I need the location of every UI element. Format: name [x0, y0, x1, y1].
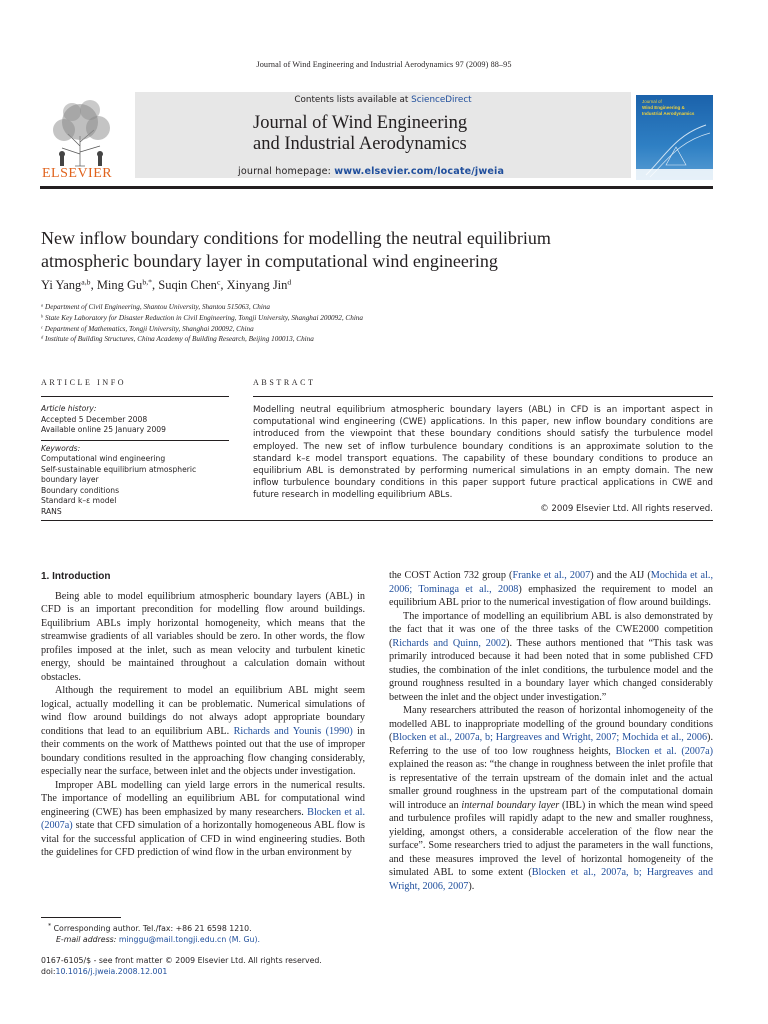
- journal-title: Journal of Wind Engineering and Industrial Aerodynamics: [253, 113, 468, 154]
- keyword: RANS: [41, 506, 62, 516]
- paragraph: Many researchers attributed the reason of horizontal inhomogeneity of the modelled ABL to inappropriate modelling of the ground boundary conditions (Blocken et al., 2007a, b; Hargreaves and Wright, 2007; Mochida et al., 2006). Referring to the use of too low roughness heights, Blocken et al. (2007a) explained the reason as: “the change in roughness between the inlet profile that is representative of the terrain upstream of the domain inlet and the actual smaller ground roughness in the upstream part of the computational domain will introduce an internal boundary layer (IBL) in which the mean wind speed and turbulence profiles will rapidly adapt to the new and smaller roughness, yielding, amongst others, a considerable acceleration of the flow near the surface”. Some researchers tried to adjust the parameters in the wall functions, and these measures improved the level of horizontal homogeneity of the simulated ABL to some extent (Blocken et al., 2007a, b; Hargreaves and Wright, 2006, 2007).: [389, 705, 714, 892]
- paragraph: Improper ABL modelling can yield large errors in the numerical results. The importance of modelling an equilibrium ABL for computational wind engineering (CWE) has been emphasized by many researchers. Blocken et al. (2007a) state that CFD simulation of a horizontally homogeneous ABL flow is vital for the successful application of CFD in wind engineering studies. Both the guidelines for CFD prediction of wind flow in the urban environment by: [41, 779, 365, 858]
- homepage-link[interactable]: www.elsevier.com/locate/jweia: [334, 166, 505, 177]
- affiliation: $^d$ Institute of Building Structures, China Academy of Building Research, Beijing 100013, China: [41, 334, 314, 344]
- paper-title: New inflow boundary conditions for modelling the neutral equilibrium atmospheric boundary layer in computational wind engineering: [41, 228, 551, 271]
- affiliation: $^b$ State Key Laboratory for Disaster Reduction in Civil Engineering, Tongji University, Shanghai 200092, China: [41, 313, 363, 322]
- running-head: Journal of Wind Engineering and Industrial Aerodynamics 97 (2009) 88–95: [256, 60, 512, 69]
- citation-link[interactable]: Blocken et al., 2007a, b; Hargreaves and Wright, 2006, 2007: [389, 867, 713, 892]
- issn-doi: 0167-6105/$ - see front matter © 2009 Elsevier Ltd. All rights reserved. doi:10.1016/j.jweia.2008.12.001: [41, 956, 322, 976]
- abstract-heading: ABSTRACT: [253, 378, 316, 387]
- paragraph: the COST Action 732 group (Franke et al., 2007) and the AIJ (Mochida et al., 2006; Tominaga et al., 2008) emphasized the requirement to model an equilibrium ABL prior to the numerical investigation of flow around buildings.: [389, 570, 714, 608]
- section-heading: 1. Introduction: [41, 571, 111, 582]
- citation-link[interactable]: Blocken et al., 2007a, b; Hargreaves and Wright, 2007; Mochida et al., 2006: [392, 732, 708, 743]
- keyword: Boundary conditions: [41, 485, 120, 495]
- journal-homepage: journal homepage: www.elsevier.com/locate/jweia: [238, 166, 505, 177]
- doi-link[interactable]: 10.1016/j.jweia.2008.12.001: [55, 967, 168, 976]
- sciencedirect-link[interactable]: ScienceDirect: [411, 95, 472, 105]
- elsevier-tree-icon: [40, 96, 122, 168]
- contents-line: Contents lists available at ScienceDirect: [294, 95, 472, 105]
- keyword: Standard k–ε model: [41, 496, 117, 505]
- right-column: [389, 569, 713, 893]
- keyword: Self-sustainable equilibrium atmospheric: [41, 464, 197, 474]
- citation-link[interactable]: Franke et al., 2007: [512, 570, 591, 581]
- keyword: boundary layer: [41, 475, 99, 484]
- affiliation: $^a$ Department of Civil Engineering, Shantou University, Shantou 515063, China: [41, 302, 271, 311]
- left-column: [41, 570, 365, 860]
- email-footnote: E-mail address: minggu@mail.tongji.edu.cn (M. Gu).: [56, 935, 260, 944]
- footnote-rule: [41, 917, 121, 918]
- abstract-body: Modelling neutral equilibrium atmospheric boundary layers (ABL) in CFD is an important aspect in computational wind engineering (CWE) applications. In this paper, new inflow boundary conditions are introduced from the viewpoint that these boundary conditions should satisfy the turbulence model employed. The new set of inflow turbulence boundary conditions is an approximate solution to the standard k–ε model transport equations. The capability of these boundary conditions to produce an equilibrium ABL is demonstrated by performing numerical simulations in an empty domain. The new inflow turbulence boundary conditions in this paper support future practical applications in CWE and future research in modelling equilibrium ABLs. © 2009 Elsevier Ltd. All rights reserved.: [253, 405, 713, 514]
- citation-link[interactable]: Richards and Younis (1990): [233, 725, 353, 737]
- info-rule: [41, 396, 229, 397]
- abstract-bottom-rule: [41, 520, 713, 521]
- author[interactable]: Suqin Chen$^c$: [158, 277, 221, 292]
- affiliations: [41, 302, 363, 345]
- author[interactable]: Ming $Gu^{b,*}$: [96, 277, 152, 292]
- author[interactable]: Yi Yang$^{a,b}$: [41, 277, 91, 292]
- author[interactable]: Xinyang Jin$^d$: [226, 277, 292, 292]
- copyright: © 2009 Elsevier Ltd. All rights reserved.: [540, 503, 713, 514]
- affiliation: $^c$ Department of Mathematics, Tongji University, Shanghai 200092, China: [41, 323, 254, 333]
- article-info: Article history: Accepted 5 December 2008 Available online 25 January 2009 Keywords: Computational wind engineering Self-sustainable equilibrium atmospheric boundary layer Boundary conditions Standard k–ε model RANS: [41, 404, 229, 517]
- article-info-heading: ARTICLE INFO: [41, 378, 127, 387]
- citation-link[interactable]: Mochida et al., 2006; Tominaga et al., 2008: [389, 570, 714, 595]
- footnotes: [48, 923, 378, 945]
- keyword: Computational wind engineering: [41, 454, 166, 463]
- paragraph: Being able to model equilibrium atmospheric boundary layers (ABL) in CFD is an important precondition for modelling flow around buildings. Equilibrium ABLs imply horizontal homogeneity, which means that the streamwise gradients of all variables should be zero. In other words, the flow profiles imposed at the inlet, such as mean velocity and turbulent kinetic energy, should be maintained throughout a calculation domain without obstacles.: [41, 590, 365, 683]
- paragraph: The importance of modelling an equilibrium ABL is also demonstrated by the fact that it was one of the three tasks of the CWE2000 competition (Richards and Quinn, 2002). These authors mentioned that “This task was primarily introduced because it had been noted that in some published CFD studies, the combination of the inlet conditions, the turbulence model and the ground roughness resulted in a boundary layer which changed considerably between the inlet and the object under investigation.”: [389, 610, 713, 703]
- elsevier-wordmark: ELSEVIER: [42, 166, 113, 181]
- paragraph: Although the requirement to model an equilibrium ABL might seem logical, actually modelling it can be problematic. Numerical simulations of wind flow around buildings do not always adopt appropriate boundary conditions that lead to an equilibrium ABL. Richards and Younis (1990) in their comments on the work of Matthews pointed out that the use of improper boundary conditions resulted in the approaching flow changing considerably, especially near the surface, between inlet and the objects under investigation.: [41, 685, 366, 777]
- citation-link[interactable]: Richards and Quinn, 2002: [392, 637, 507, 649]
- cover-graphic-icon: [636, 95, 713, 180]
- journal-cover: Journal of Wind Engineering & Industrial Aerodynamics: [636, 95, 713, 180]
- email-link[interactable]: minggu@mail.tongji.edu.cn (M. Gu).: [118, 935, 260, 944]
- header-rule: [40, 186, 713, 189]
- corresponding-footnote: * Corresponding author. Tel./fax: +86 21 6598 1210.: [48, 922, 252, 933]
- abstract-rule: [253, 396, 713, 397]
- elsevier-logo: [40, 96, 122, 182]
- citation-link[interactable]: Blocken et al. (2007a): [615, 745, 714, 757]
- author-list: Yi Yang$^{a,b}$, Ming $Gu^{b,*}$, Suqin Chen$^c$, Xinyang Jin$^d$: [41, 277, 292, 292]
- citation-link[interactable]: Blocken et al. (2007a): [41, 806, 365, 831]
